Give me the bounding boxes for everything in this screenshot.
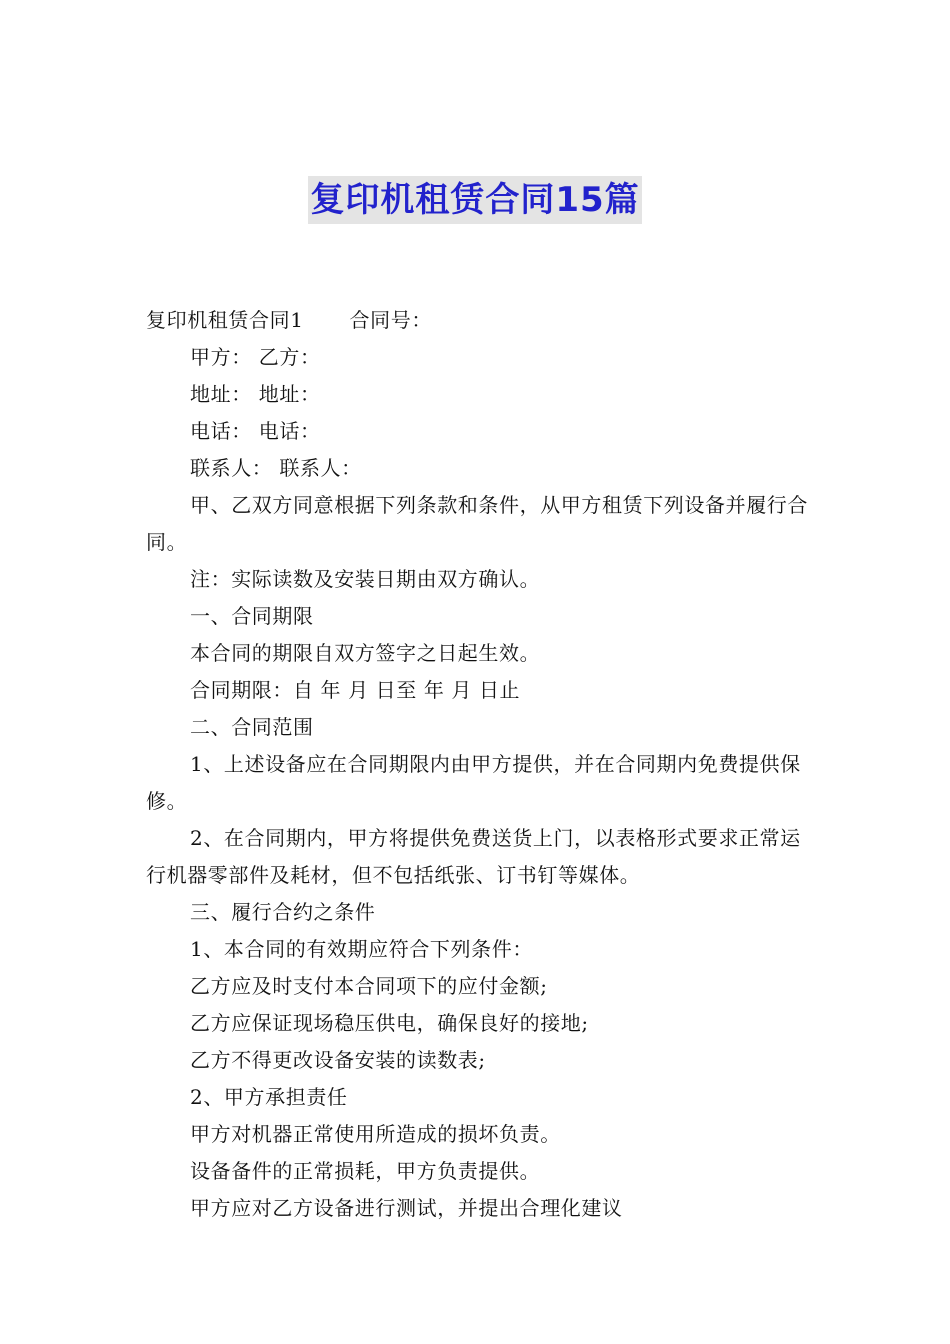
section-heading: 三、履行合约之条件 <box>190 900 376 924</box>
paragraph: 乙方应及时支付本合同项下的应付金额; <box>190 974 548 998</box>
paragraph: 1、本合同的有效期应符合下列条件： <box>190 937 533 961</box>
contract-number-label: 合同号： <box>349 308 432 332</box>
document-body <box>146 302 808 1227</box>
section-heading: 二、合同范围 <box>190 715 314 739</box>
paragraph: 甲方对机器正常使用所造成的损坏负责。 <box>190 1122 561 1146</box>
paragraph: 甲、乙双方同意根据下列条款和条件，从甲方租赁下列设备并履行合同。 <box>146 493 808 554</box>
paragraph: 乙方应保证现场稳压供电，确保良好的接地; <box>190 1011 589 1035</box>
paragraph: 1、上述设备应在合同期限内由甲方提供，并在合同期内免费提供保修。 <box>146 752 801 813</box>
paragraph: 电话： 电话： <box>190 419 321 443</box>
paragraph: 2、甲方承担责任 <box>190 1085 348 1109</box>
paragraph: 乙方不得更改设备安装的读数表; <box>190 1048 486 1072</box>
paragraph: 2、在合同期内，甲方将提供免费送货上门，以表格形式要求正常运行机器零部件及耗材，但不包括纸张、订书钉等媒体。 <box>146 826 801 887</box>
paragraph: 甲方应对乙方设备进行测试，并提出合理化建议 <box>190 1196 623 1220</box>
paragraph: 甲方： 乙方： <box>190 345 321 369</box>
section-heading: 一、合同期限 <box>190 604 314 628</box>
paragraph: 合同期限：自 年 月 日至 年 月 日止 <box>190 678 521 702</box>
paragraph: 本合同的期限自双方签字之日起生效。 <box>190 641 541 665</box>
paragraph: 联系人： 联系人： <box>190 456 362 480</box>
contract-name: 复印机租赁合同1 <box>146 308 304 332</box>
paragraph: 地址： 地址： <box>190 382 321 406</box>
paragraph: 注：实际读数及安装日期由双方确认。 <box>190 567 541 591</box>
paragraph: 设备备件的正常损耗，甲方负责提供。 <box>190 1159 541 1183</box>
document-title: 复印机租赁合同15篇 <box>308 176 641 224</box>
contract-header-line <box>146 302 808 339</box>
document-title-block <box>0 176 950 224</box>
